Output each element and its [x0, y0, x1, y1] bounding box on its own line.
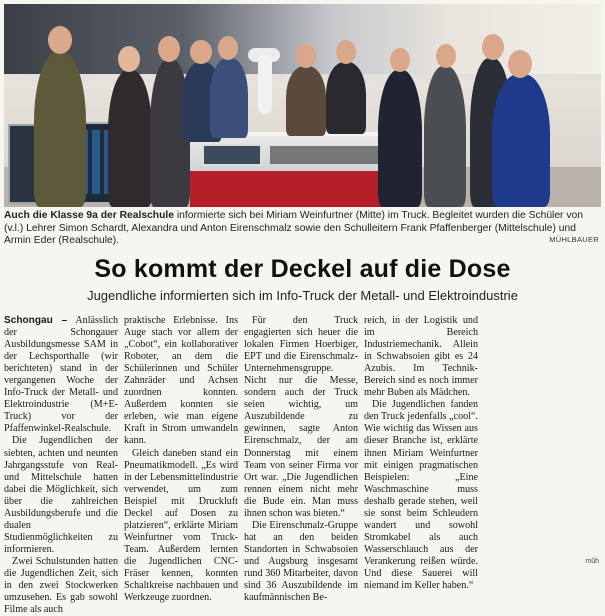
photo-person-head: [436, 44, 456, 68]
photo-cobot: [244, 44, 284, 124]
photo-person-head: [390, 48, 410, 72]
photo-person: [378, 70, 422, 207]
article-column-4: [364, 315, 478, 592]
photo-caption-lead: Auch die Klasse 9a der Realschule: [4, 210, 174, 221]
photo-person: [108, 70, 152, 207]
photo-credit: MÜHLBAUER: [549, 235, 599, 244]
article-paragraph: Für den Truck engagierten sich heuer die lokalen Firmen Hoerbiger, EPT und die Eirenschmalz-Unternehmensgruppe. Nicht nur die Messe, sondern auch der Truck seien wichtig, um Auszubildende zu gewinnen, sagte Anton Eirenschmalz, der am Donnerstag mit einem Team von seiner Firma vor Ort war. „Die Jugendlichen rennen einem nicht mehr die Bude ein. Man muss ihnen schon was bieten.“: [244, 315, 358, 519]
photo-person: [492, 74, 550, 207]
article-paragraph: [4, 315, 118, 435]
photo-person-head: [158, 36, 180, 62]
photo-person-head: [482, 34, 504, 60]
photo-person-head: [190, 40, 212, 64]
article-body: [4, 315, 601, 616]
article-photo: [4, 4, 601, 207]
article-column-2: [124, 315, 238, 604]
photo-person-head: [336, 40, 356, 64]
article-paragraph-text: Anlässlich der Schongauer Ausbildungsmesse SAM in der Lechsporthalle (wir berichteten) stand in der vergangenen Woche der Info-Truck der Metall- und Elektroindustrie (M+E-Truck) vor der Pfaffenwinkel-Realschule.: [4, 315, 118, 435]
photo-caption: [4, 210, 601, 248]
article-column-1: [4, 315, 118, 616]
photo-person-head: [218, 36, 238, 60]
article-subheadline: Jugendliche informierten sich im Info-Truck der Metall- und Elektroindustrie: [87, 288, 518, 303]
photo-person-head: [118, 46, 140, 72]
article-paragraph: Gleich daneben stand ein Pneumatikmodell. „Es wird in der Lebensmittelindustrie verwendet, um zum Beispiel mit Druckluft Deckel auf Dosen zu platzieren“, erklärte Miriam Weinfurtner vom Truck-Team. Außerdem lernten die Jugendlichen CNC-Fräser kennen, konnten Schaltkreise nachbauen und Werkzeuge zuordnen.: [124, 447, 238, 604]
photo-exhibit-table: [190, 132, 400, 207]
photo-person-head: [508, 50, 532, 78]
photo-caption-text: informierte sich bei Miriam Weinfurtner (Mitte) im Truck. Begleitet wurden die Schüler von (v.l.) Lehrer Simon Schardt, Alexandra und Anton Eirenschmalz sowie den Schulleitern Frank Pfaffenberger (Mittelschule) und Armin Eder (Realschule).: [4, 210, 583, 247]
article-paragraph: Die Eirenschmalz-Gruppe hat an den beiden Standorten in Schwabsoien und Augsburg insgesamt rund 360 Mitarbeiter, davon sind 36 Auszubildende im kaufmännischen Be-: [244, 519, 358, 604]
article-paragraph: praktische Erlebnisse. Ins Auge stach vor allem der „Cobot“, ein kollaborativer Roboter, an dem die Schülerinnen und Schüler Zahnräder und Achsen zuordnen konnten. Außerdem konnten sie erleben, wie man eigene Kraft in Strom umwandeln kann.: [124, 315, 238, 447]
photo-person: [326, 62, 366, 134]
photo-person: [34, 52, 86, 207]
article-paragraph: Zwei Schulstunden hatten die Jugendlichen Zeit, sich in den zwei Stockwerken umzusehen. Es gab sowohl Filme als auch: [4, 555, 118, 616]
author-mark: mûh: [585, 558, 599, 565]
photo-person: [286, 66, 326, 136]
photo-person: [210, 58, 248, 138]
article-paragraph: Die Jugendlichen der siebten, achten und neunten Jahrgangsstufe von Real- und Mittelschule hatten dabei die Möglichkeit, sich über die zahlreichen Ausbildungsberufe und die dualen Studienmöglichkeiten zu informieren.: [4, 435, 118, 555]
article-column-3: [244, 315, 358, 604]
article-paragraph: reich, in der Logistik und im Bereich Industriemechanik. Allein in Schwabsoien gibt es 24 Azubis. Im Technik-Bereich sind es noch immer mehr Buben als Mädchen.: [364, 315, 478, 399]
article-dateline: Schongau –: [4, 315, 68, 326]
photo-person: [424, 66, 466, 207]
photo-person-head: [296, 44, 316, 68]
article-paragraph: Die Jugendlichen fanden den Truck jedenfalls „cool“. Wie wichtig das Wissen aus dieser Branche ist, erklärte ihnen Miriam Weinfurtner mit einigen pragmatischen Beispielen: „Eine Waschmaschine muss deshalb gerade stehen, weil sie sonst beim Schleudern wandert und sowohl Stromkabel als auch Wasserschlauch aus der Verankerung reißen würde. Und diese Sauerei will niemand im Keller haben.“: [364, 399, 478, 592]
article-headline: So kommt der Deckel auf die Dose: [94, 255, 511, 283]
photo-person-head: [48, 26, 72, 54]
